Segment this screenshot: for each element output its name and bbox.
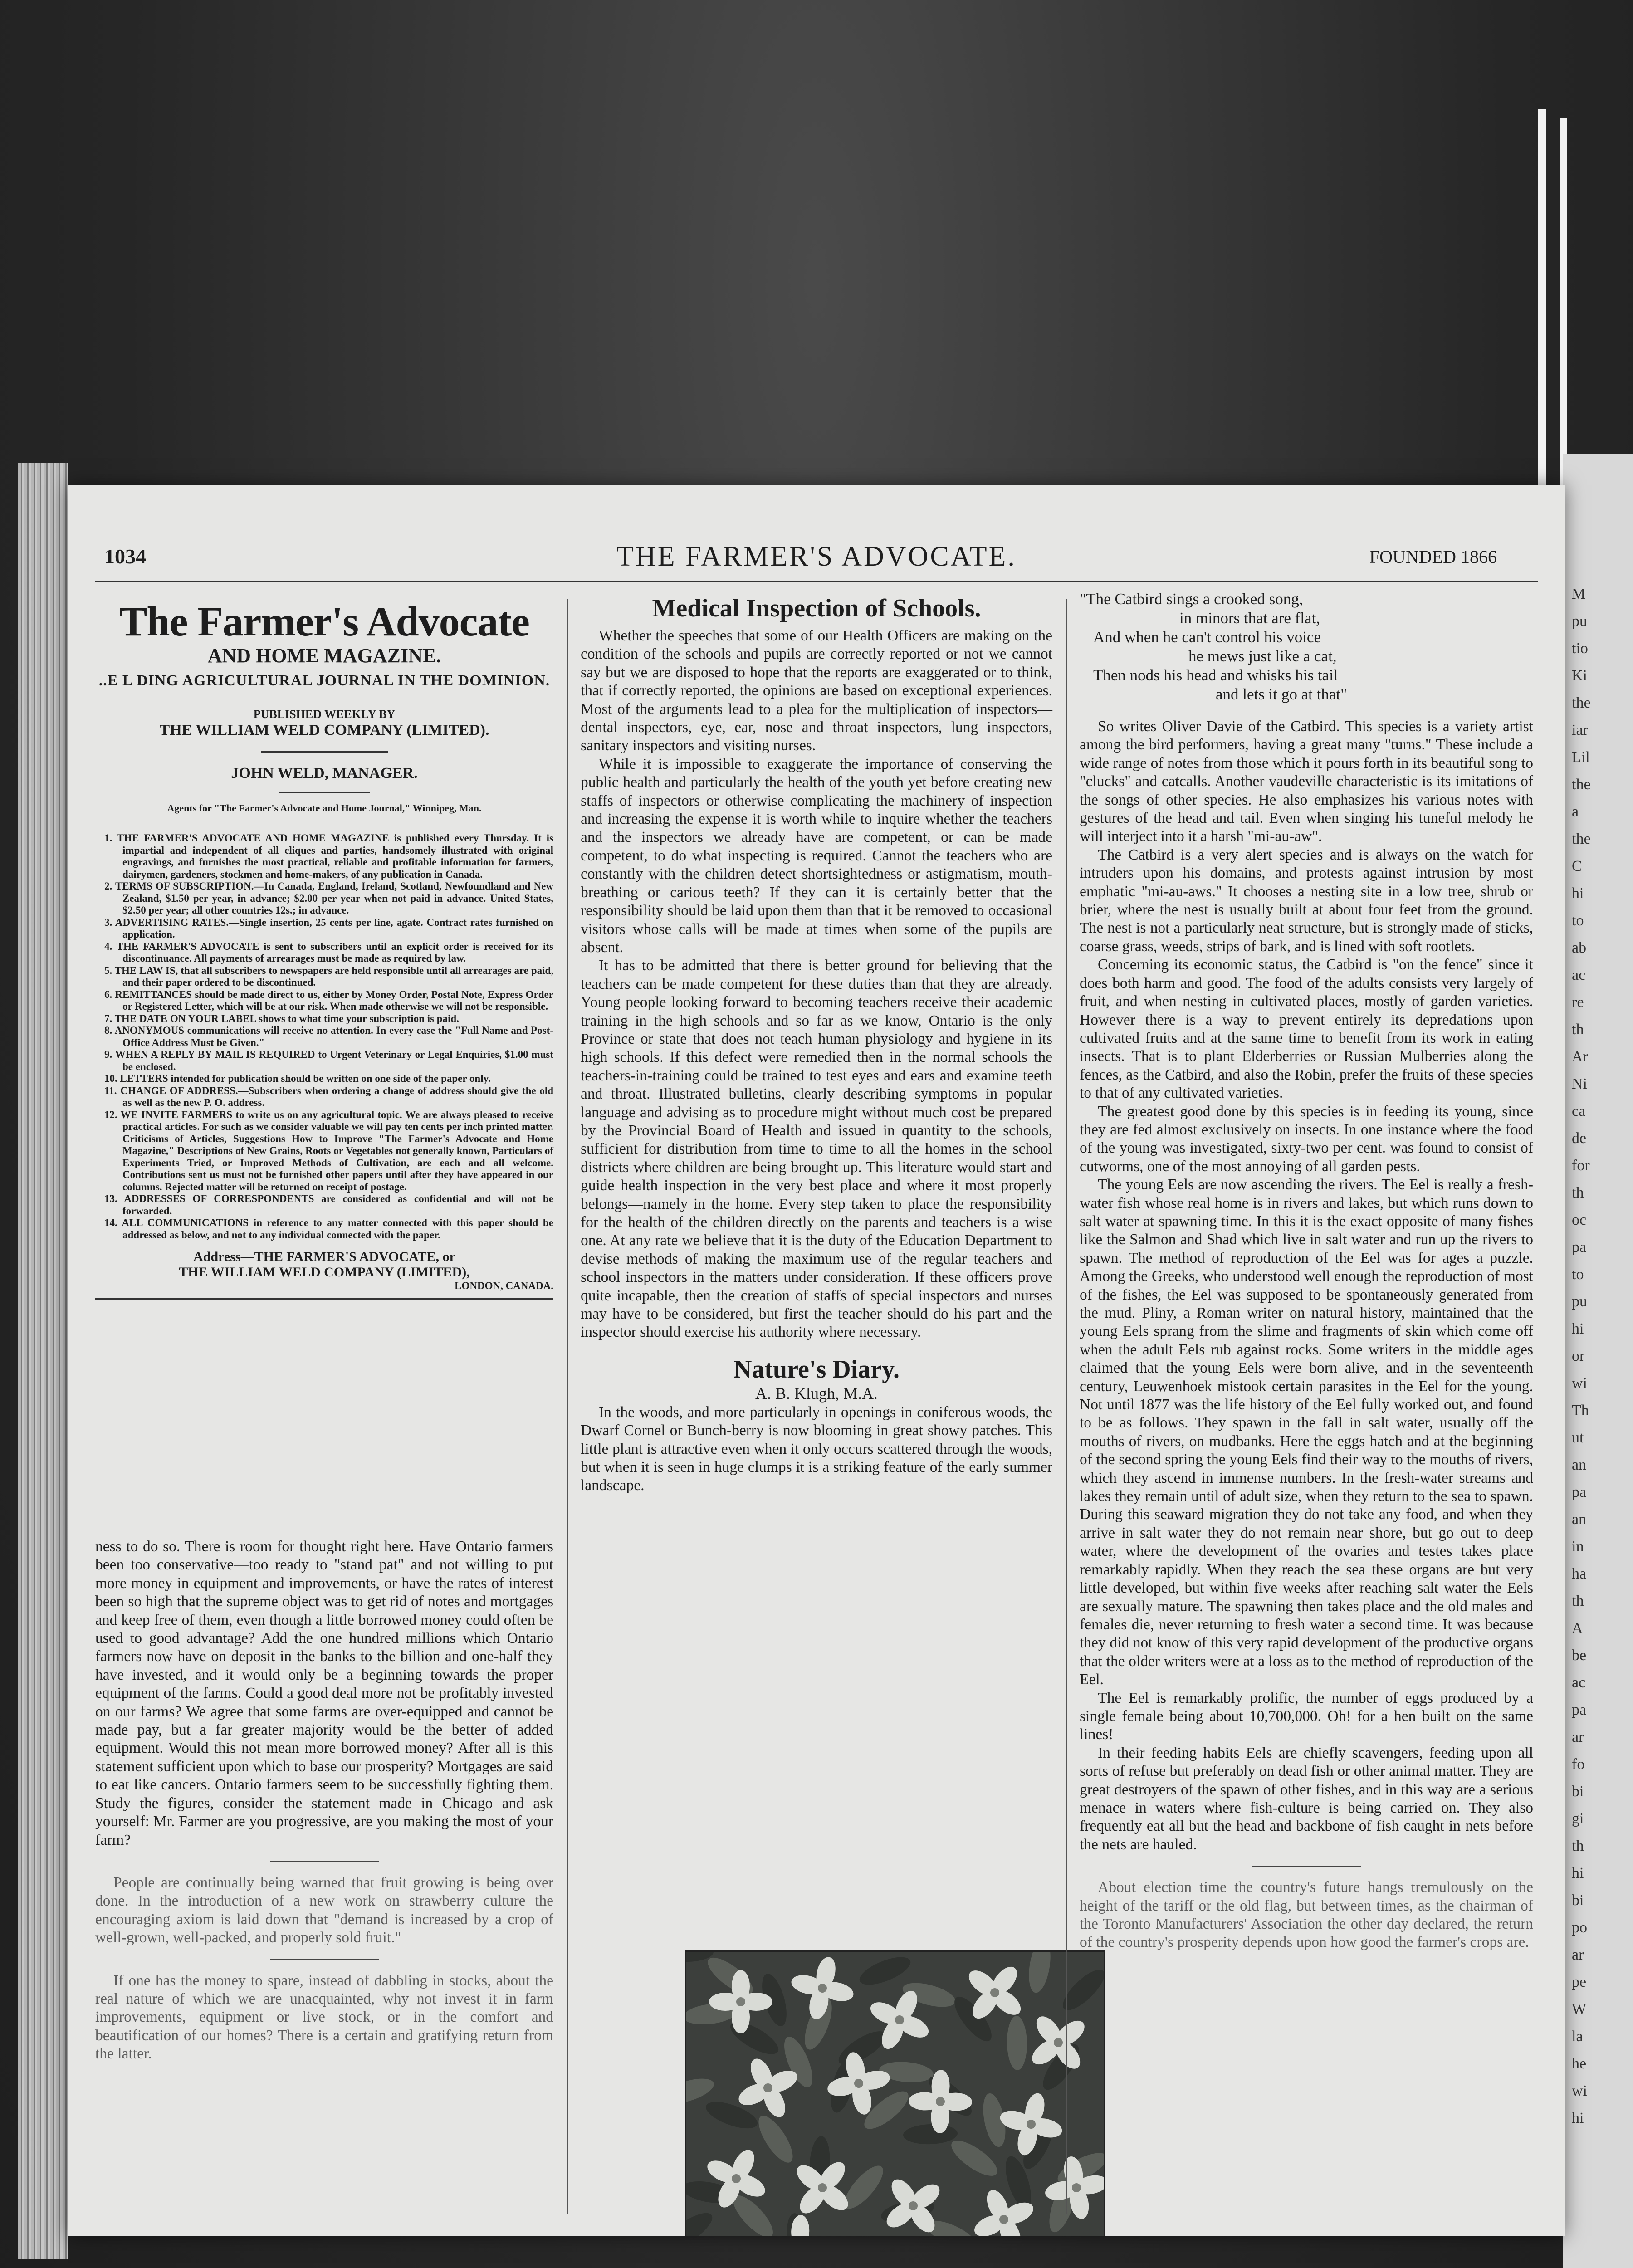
neighbor-page-fragment: to: [1572, 912, 1584, 929]
neighbor-page-fragment: pa: [1572, 1239, 1587, 1256]
neighbor-page-fragment: pa: [1572, 1701, 1587, 1718]
neighbor-page-fragment: the: [1572, 776, 1591, 793]
natures-diary-heading: Nature's Diary.: [733, 1355, 900, 1383]
neighbor-page-fragment: C: [1572, 858, 1582, 875]
notice-item: 4. THE FARMER'S ADVOCATE is sent to subscribers until an explicit order is received for its discontinuance. All payments of arrearages must be made as required by law.: [104, 940, 553, 964]
address-city: LONDON, CANADA.: [455, 1280, 553, 1291]
masthead: [95, 599, 553, 1300]
neighbor-page-fragment: pu: [1572, 613, 1587, 630]
agents-line: Agents for "The Farmer's Advocate and Home Journal," Winnipeg, Man.: [167, 802, 482, 814]
divider: [270, 1861, 379, 1862]
poem-line: And when he can't control his voice: [1093, 628, 1321, 646]
neighbor-page-fragment: th: [1572, 1021, 1584, 1038]
flower-bract: [998, 2091, 1064, 2157]
neighbor-page-fragment: oc: [1572, 1212, 1587, 1228]
notice-item: 3. ADVERTISING RATES.—Single insertion, 25 cents per line, agate. Contract rates furnished on application.: [104, 916, 553, 940]
masthead-subtitle: AND HOME MAGAZINE.: [207, 645, 441, 667]
neighbor-page-fragment: bi: [1572, 1783, 1584, 1800]
body-paragraph: In the woods, and more particularly in openings in coniferous woods, the Dwarf Cornel or Bunch-berry is now blooming in great showy patches. This little plant is attractive even when it only occurs scattered through the woods, but when it is seen in huge clumps it is a striking feature of the early summer landscape.: [581, 1403, 1052, 1494]
neighbor-page-fragment: Th: [1572, 1402, 1589, 1419]
notice-item: 5. THE LAW IS, that all subscribers to newspapers are held responsible until all arrearages are paid, and their paper ordered to be discontinued.: [104, 964, 553, 988]
neighbor-page-fragment: hi: [1572, 1865, 1584, 1882]
neighbor-page-fragment: hi: [1572, 1320, 1584, 1337]
neighbor-page-fragment: th: [1572, 1838, 1584, 1854]
address-line: Address—THE FARMER'S ADVOCATE, or: [193, 1249, 455, 1264]
notice-item: 2. TERMS OF SUBSCRIPTION.—In Canada, England, Ireland, Scotland, Newfoundland and New Zealand, $1.50 per year, in advance; $2.00 per year when not paid in advance. United States, $2.50 per year; all other countries 12s.; in advance.: [104, 880, 553, 916]
body-paragraph: So writes Oliver Davie of the Catbird. This species is a variety artist among the bird performers, having a great many "turns." These include a wide range of notes from those which it pours forth in its beautiful song to "clucks" and catcalls. Another vaudeville characteristic is its imitations of the songs of other species. He also emphasizes his various notes with gestures of the head and tail. Even when singing his tuneful melody he will interject into it a harsh "mi-au-aw".: [1080, 718, 1533, 845]
body-paragraph: While it is impossible to exaggerate the importance of conserving the public health and particularly the health of the youth yet before creating new staffs of inspectors or otherwise complicating the machinery of inspection and increasing the expense it is worth while to inquire whether the teachers and the inspectors we already have are competent, or can be made competent, to do what inspecting is required. Cannot the teachers who are constantly with the children detect shortsightedness or astigmatism, mouth-breathing or carious teeth? If they can it is certainly better that the responsibility should be laid upon them than that it be removed to occasional visitors whose calls will be made at times when some of the pupils are absent.: [581, 755, 1052, 956]
neighbor-page-fragment: the: [1572, 831, 1591, 847]
leaf-shape: [1026, 1952, 1054, 1994]
neighbor-page-fragment: M: [1572, 586, 1586, 602]
neighbor-page-fragment: A: [1572, 1620, 1583, 1637]
column-rule: [567, 599, 568, 2214]
column-rule: [1066, 599, 1067, 2214]
neighbor-page-fragment: ar: [1572, 1946, 1584, 1963]
neighbor-page-fragment: Ki: [1572, 667, 1587, 684]
leaf-shape: [1007, 2016, 1027, 2071]
body-paragraph: The greatest good done by this species is in feeding its young, since they are fed almost exclusively on insects. In one instance where the food of the young was investigated, sixty-two per cent. was found to consist of cutworms, one of the most annoying of all garden pests.: [1080, 1103, 1533, 1175]
leaf-shape: [856, 1952, 914, 1990]
body-paragraph: About election time the country's future hangs tremulously on the height of the tariff or the old flag, but between times, as the chairman of the Toronto Manufacturers' Association the other day declared, the return of the country's prosperity depends upon how good the farmer's crops are.: [1080, 1879, 1533, 1951]
page-number: 1034: [104, 545, 146, 568]
neighbor-page-fragment: th: [1572, 1184, 1584, 1201]
notice-item: 10. LETTERS intended for publication should be written on one side of the paper only.: [104, 1073, 491, 1084]
neighbor-page-fragment: wi: [1572, 1375, 1587, 1392]
notice-item: 12. WE INVITE FARMERS to write us on any agricultural topic. We are always pleased to receive practical articles. For such as we consider valuable we will pay ten cents per inch printed matter. Criticisms of Articles, Suggestions How to Improve "The Farmer's Advocate and Home Magazine," Descriptions of New Grains, Roots or Vegetables not generally known, Particulars of Experiments Tried, or Improved Methods of Cultivation, are each and all welcome. Contributions sent us must not be furnished other papers until after they have appeared in our columns. Rejected matter will be returned on receipt of postage.: [104, 1109, 553, 1193]
dwarf-cornel-photo: [685, 1950, 1105, 2236]
body-paragraph: In their feeding habits Eels are chiefly scavengers, feeding upon all sorts of refuse but preferably on dead fish or other animal matter. They are great destroyers of the spawn of other fishes, and in this way are a serious menace in waters where fish-culture is being carried on. They also frequently eat all but the head and backbone of fish caught in nets before the nets are hauled.: [1080, 1744, 1533, 1853]
neighbor-page-fragment: iar: [1572, 722, 1588, 738]
byline: A. B. Klugh, M.A.: [755, 1384, 878, 1403]
body-paragraph: The Catbird is a very alert species and is always on the watch for intruders upon his domains, and protests against intrusion by most emphatic "mi-au-aws." It chooses a nesting site in a low tree, shrub or brier, where the nest is usually built at about four feet from the ground. The nest is not a particularly neat structure, but is strongly made of sticks, coarse grass, weeds, strips of bark, and is lined with soft rootlets.: [1080, 846, 1533, 955]
notice-item: 8. ANONYMOUS communications will receive no attention. In every case the "Full Name and Post-Office Address Must be Given.": [104, 1025, 553, 1048]
notice-item: 6. REMITTANCES should be made direct to us, either by Money Order, Postal Note, Express Order or Registered Letter, which will be at our risk. When made otherwise we will not be responsible.: [104, 988, 553, 1012]
poem-line: in minors that are flat,: [1179, 609, 1320, 627]
neighbor-page-fragment: an: [1572, 1457, 1587, 1473]
notice-item: 9. WHEN A REPLY BY MAIL IS REQUIRED to Urgent Veterinary or Legal Enquiries, $1.00 must be enclosed.: [104, 1049, 553, 1072]
neighbor-page-fragment: for: [1572, 1157, 1590, 1174]
neighbor-page-fragment: the: [1572, 694, 1591, 711]
founded-date: FOUNDED 1866: [1369, 547, 1497, 567]
notice-item: 7. THE DATE ON YOUR LABEL shows to what time your subscription is paid.: [104, 1012, 459, 1024]
neighbor-page-fragment: a: [1572, 803, 1579, 820]
notice-item: 1. THE FARMER'S ADVOCATE AND HOME MAGAZINE is published every Thursday. It is impartial and independent of all cliques and parties, handsomely illustrated with original engravings, and furnishes the most practical, reliable and profitable information for farmers, dairymen, gardeners, stockmen and home-makers, of any publication in Canada.: [104, 832, 553, 880]
poem-line: Then nods his head and whisks his tail: [1093, 666, 1338, 684]
column-2: [581, 594, 1052, 1495]
running-title: THE FARMER'S ADVOCATE.: [616, 541, 1017, 572]
column-3: [1080, 590, 1533, 1952]
publisher-company: THE WILLIAM WELD COMPANY (LIMITED).: [159, 722, 489, 738]
neighbor-page-fragment: gi: [1572, 1810, 1584, 1827]
neighbor-page-fragment: ca: [1572, 1103, 1586, 1119]
book-page-edges: [18, 463, 68, 2259]
neighbor-page-fragment: be: [1572, 1647, 1587, 1664]
notice-list: [95, 832, 553, 1241]
neighbor-page-fragment: Ar: [1572, 1048, 1588, 1065]
neighbor-page-fragment: ac: [1572, 967, 1586, 983]
neighbor-page-fragment: ac: [1572, 1674, 1586, 1691]
neighbor-page-fragment: Lil: [1572, 749, 1590, 766]
header-rule: [95, 581, 1538, 582]
divider: [270, 1959, 379, 1960]
body-paragraph: Whether the speeches that some of our Health Officers are making on the condition of the schools and pupils are correctly reported or not we cannot say but we are disposed to hope that the reports are exaggerated or to think, that if correctly reported, the opinions are based on exceptional experiences. Most of the arguments lead to a plea for the multiplication of inspectors—dental inspectors, eye, ear, nose and throat inspectors, lung inspectors, sanitary inspectors and visiting nurses.: [581, 627, 1052, 754]
body-paragraph: People are continually being warned that fruit growing is being over done. In the introduction of a new work on strawberry culture the encouraging axiom is laid down that "demand is increased by a crop of well-grown, well-packed, and properly sold fruit.": [95, 1874, 553, 1946]
manager-line: JOHN WELD, MANAGER.: [231, 765, 418, 782]
body-paragraph: Concerning its economic status, the Catbird is "on the fence" since it does both harm and good. The food of the adults consists very largely of fruit, and when nesting in cultivated places, mostly of garden varieties. However there is a way to prevent entirely its depredations upon cultivated fruits and at the same time to benefit from its work in eating insects. That is to plant Elderberries or Russian Mulberries along the fences, as the Catbird, and also the Robin, prefer the fruits of these species to that of any cultivated varieties.: [1080, 956, 1533, 1102]
notice-item: 11. CHANGE OF ADDRESS.—Subscribers when ordering a change of address should give the old as well as the new P. O. address.: [104, 1085, 553, 1108]
flower-bract: [768, 2214, 831, 2236]
scan-streak: [1538, 109, 1546, 499]
neighbor-page-fragment: ab: [1572, 939, 1587, 956]
neighbor-page-fragment: in: [1572, 1538, 1584, 1555]
masthead-tagline: ..E L DING AGRICULTURAL JOURNAL IN THE DOMINION.: [98, 672, 550, 689]
neighbor-page-fragment: ha: [1572, 1565, 1587, 1582]
neighbor-page-fragment: to: [1572, 1266, 1584, 1283]
neighbor-page-fragment: or: [1572, 1348, 1585, 1364]
neighbor-page-strip: [1563, 454, 1633, 2268]
notice-item: 14. ALL COMMUNICATIONS in reference to any matter connected with this paper should be addressed as below, and not to any individual connected with the paper.: [104, 1217, 553, 1241]
neighbor-page-fragment: bi: [1572, 1892, 1584, 1909]
poem-line: "The Catbird sings a crooked song,: [1080, 590, 1303, 608]
neighbor-page-fragment: de: [1572, 1130, 1587, 1147]
neighbor-page-fragment: hi: [1572, 885, 1584, 902]
neighbor-page-fragment: re: [1572, 994, 1584, 1011]
poem-line: he mews just like a cat,: [1188, 647, 1337, 665]
neighbor-page-fragment: pa: [1572, 1484, 1587, 1501]
newspaper-page: [68, 485, 1565, 2236]
neighbor-page-fragment: po: [1572, 1919, 1587, 1936]
divider: [1252, 1866, 1361, 1867]
neighbor-page-fragment: Ni: [1572, 1075, 1587, 1092]
body-paragraph: The Eel is remarkably prolific, the number of eggs produced by a single female being about 10,700,000. Oh! for a hen built on the same lines!: [1080, 1689, 1533, 1743]
neighbor-page-fragment: fo: [1572, 1756, 1585, 1773]
leaf-shape: [1057, 1964, 1104, 2016]
neighbor-page-fragment: wi: [1572, 2082, 1587, 2099]
neighbor-page-fragment: he: [1572, 2055, 1587, 2072]
catbird-poem: [1080, 590, 1533, 704]
masthead-title: The Farmer's Advocate: [119, 598, 529, 645]
masthead-bottom-rule: [95, 1298, 553, 1300]
published-weekly: PUBLISHED WEEKLY BY: [253, 708, 396, 721]
neighbor-page-fragment: tio: [1572, 640, 1588, 657]
scan-streak: [1560, 118, 1567, 508]
body-paragraph: If one has the money to spare, instead of dabbling in stocks, about the real nature of which we are unacquainted, why not invest it in farm improvements, equipment or live stock, or in the comfort and beautification of our homes? There is a certain and gratifying return from the latter.: [95, 1972, 553, 2063]
neighbor-page-fragment: th: [1572, 1593, 1584, 1609]
divider: [279, 792, 370, 793]
neighbor-page-fragment: la: [1572, 2028, 1583, 2045]
notice-item: 13. ADDRESSES OF CORRESPONDENTS are considered as confidential and will not be forwarded.: [104, 1193, 553, 1217]
neighbor-page-fragment: pe: [1572, 1974, 1587, 1990]
neighbor-page-fragment: an: [1572, 1511, 1587, 1528]
flower-bract: [964, 1962, 1025, 2023]
body-paragraph: ness to do so. There is room for thought right here. Have Ontario farmers been too conservative—too ready to "stand pat" and not willing to put more money in equipment and improvements, or have the rates of interest been so high that the supreme object was to get rid of notes and mortgages and keep free of them, even though a little borrowed money could often be used to good advantage? Add the one hundred millions which Ontario farmers now have on deposit in the banks to the billion and one-half they have invested, and it would only be a beginning towards the proper equipment of the farms. Could a good deal more not be profitably invested on our farms? We agree that some farms are over-equipped and cannot be made pay, but a far greater majority would be the better of added equipment. Would this not mean more borrowed money? After all is this statement sufficient upon which to base our prosperity? Mortgages are said to eat like cancers. Ontario farmers seem to be successfully fighting them. Study the figures, consider the statement made in Chicago and ask yourself: Mr. Farmer are you progressive, are you making the most of your farm?: [95, 1538, 553, 1848]
leaf-shape: [686, 2207, 717, 2236]
address-company: THE WILLIAM WELD COMPANY (LIMITED),: [179, 1265, 470, 1280]
running-head: [68, 541, 1565, 581]
leaf-shape: [903, 2123, 958, 2145]
poem-line: and lets it go at that": [1216, 685, 1347, 703]
neighbor-page-fragment: ar: [1572, 1729, 1584, 1745]
body-paragraph: It has to be admitted that there is better ground for believing that the teachers can be made competent for these duties than that they are already. Young people looking forward to becoming teachers receive their academic training in the high schools and so far as we know, Ontario is the only Province or state that does not teach human physiology and hygiene in its high schools. If this defect were remedied then in the normal schools the teachers-in-training could be trained to test eyes and ears and examine teeth and throat. Illustrated bulletins, clearly describing symptoms in popular language and advising as to procedure might without much cost be prepared by the Provincial Board of Health and issued in quantity to the schools, sufficient for distribution from time to time to all the homes in the school districts where children are being brought up. This literature would start and guide health inspection in the very best place and where it most properly belongs—namely in the home. Every step taken to place the responsibility for the health of the children directly on the parents and teachers is a wise one. At any rate we believe that it is the duty of the Education Department to devise methods of making the maximum use of the regular teachers and school inspectors in the matters under consideration. If these officers prove quite incapable, then the creation of staffs of special inspectors and nurses may have to be considered, but first the teacher should do his part and the inspector should exercise his authority where necessary.: [581, 957, 1052, 1341]
neighbor-page-fragment: pu: [1572, 1293, 1587, 1310]
leaf-shape: [753, 2111, 799, 2168]
divider: [261, 751, 388, 753]
leaf-shape: [703, 1952, 758, 2000]
neighbor-page-fragment: ut: [1572, 1429, 1584, 1446]
neighbor-page-fragment: W: [1572, 2001, 1587, 2018]
neighbor-page-fragment: hi: [1572, 2110, 1584, 2126]
medical-heading: Medical Inspection of Schools.: [652, 594, 981, 622]
body-paragraph: The young Eels are now ascending the rivers. The Eel is really a fresh-water fish whose real home is in rivers and lakes, but which runs down to salt water at spawning time. In this it is the exact opposite of many fishes like the Salmon and Shad which live in salt water and run up the rivers to spawn. The method of reproduction of the Eel was for ages a puzzle. Among the Greeks, who understood well enough the reproduction of most of the fishes, the Eel was supposed to be spontaneously generated from the mud. Pliny, a Roman writer on natural history, maintained that the young Eels sprang from the slime and fragments of skin which come off when the adult Eels rub against rocks. Some writers in the middle ages claimed that the young Eels were born alive, and in the seventeenth century, Leuwenhoek mistook certain parasites in the Eel for the young. Not until 1877 was the life history of the Eel fully worked out, and found to be as follows. They spawn in the fall in salt water, usually off the mouths of rivers, on mudbanks. Here the eggs hatch and at the beginning of the second spring the young Eels find their way to the mouths of rivers, which they ascend in immense numbers. In the fresh-water streams and lakes they remain until of adult size, when they return to the sea to spawn. During this seaward migration they do not take any food, and when they arrive in salt water they do not remain near shore, but go out to deep water, where the development of the ovaries and testes takes place remarkably rapidly. When they reach the sea these organs are but very little developed, but within five weeks after reaching salt water the Eels are sexually mature. The spawning then takes place and the old males and females die, never returning to fresh water a second time. It was because they did not know of this very rapid development of the productive organs that the older writers were at a loss as to the method of reproduction of the Eel.: [1080, 1176, 1533, 1688]
column-1-body: [95, 1538, 553, 2063]
flower-bract: [789, 1955, 855, 2021]
flower-illustration: [686, 1952, 1104, 2236]
